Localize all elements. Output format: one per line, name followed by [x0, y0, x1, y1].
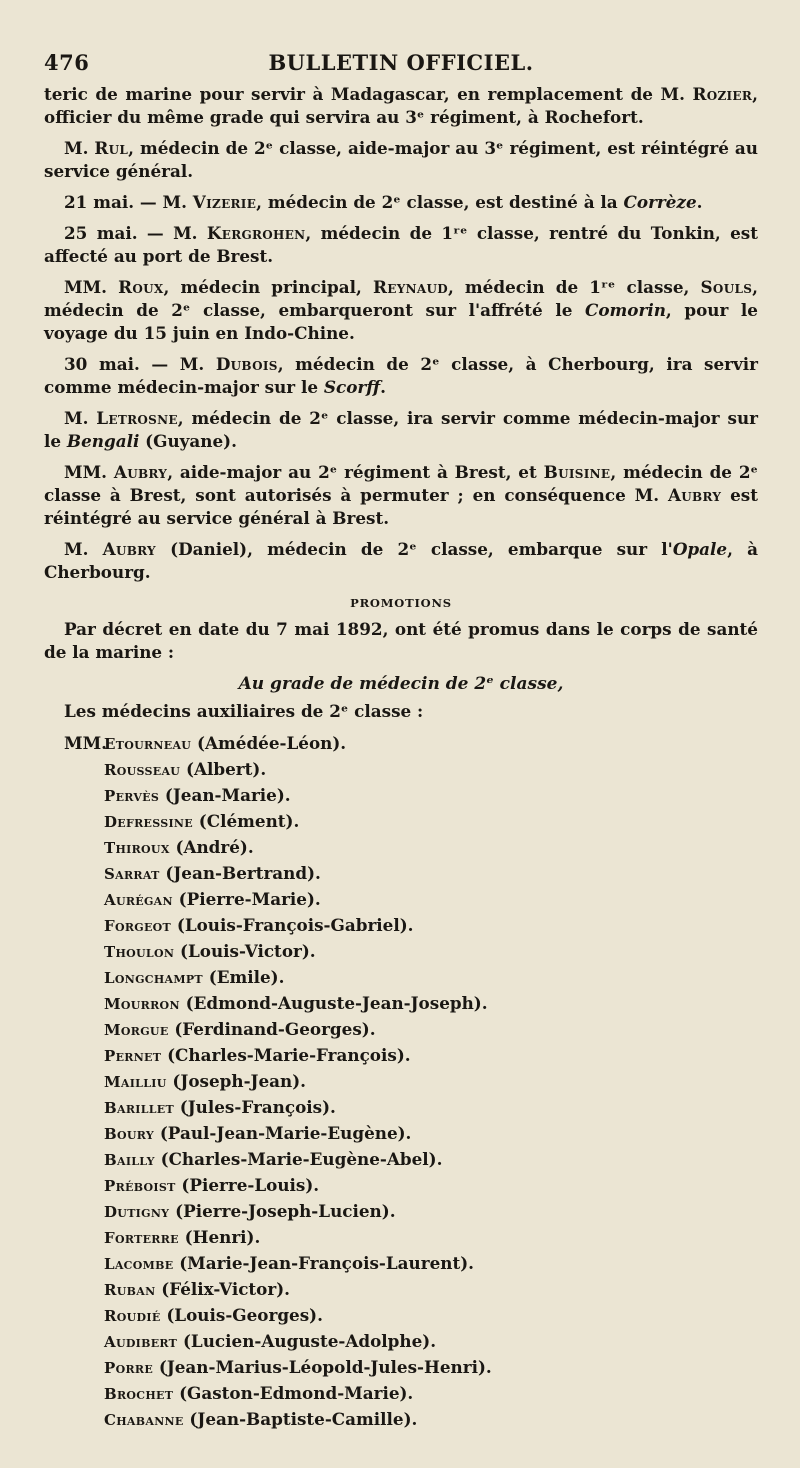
paragraph — [44, 461, 758, 530]
given-names: (Edmond-Auguste-Jean-Joseph). — [179, 993, 488, 1013]
text-run: . — [696, 192, 703, 212]
section-heading: PROMOTIONS — [350, 596, 452, 610]
list-item — [104, 1173, 758, 1199]
given-names: (Clément). — [192, 811, 300, 831]
surname: Defressine — [104, 813, 193, 831]
surname: Aubry — [113, 462, 168, 482]
ship-name: Bengali — [66, 431, 140, 451]
text-run: 21 mai. — M. — [64, 192, 193, 212]
ship-name: Corrèze — [623, 192, 697, 212]
body-text — [44, 83, 758, 584]
given-names: (Gaston-Edmond-Marie). — [173, 1383, 414, 1403]
surname: Forgeot — [104, 917, 172, 935]
list-item — [104, 913, 758, 939]
given-names: (Louis-Georges). — [160, 1305, 323, 1325]
surname: Aurégan — [104, 891, 173, 909]
list-item — [104, 1017, 758, 1043]
given-names: (Jean-Marius-Léopold-Jules-Henri). — [153, 1357, 492, 1377]
surname: Morgue — [104, 1021, 169, 1039]
list-item — [104, 1303, 758, 1329]
surname: Sarrat — [104, 865, 160, 883]
text-run: MM. — [64, 462, 114, 482]
list-item — [104, 991, 758, 1017]
list-item — [104, 1381, 758, 1407]
text-run: , médecin de 2ᵉ classe à Brest, sont autorisés à permuter ; en conséquence M. — [44, 462, 758, 505]
surname: Barillet — [104, 1099, 174, 1117]
given-names: (Albert). — [180, 759, 267, 779]
given-names: (Pierre-Marie). — [172, 889, 321, 909]
given-names: (Ferdinand-Georges). — [168, 1019, 376, 1039]
surname: Mourron — [104, 995, 180, 1013]
surname: Pervès — [104, 787, 160, 805]
surname: Boury — [104, 1125, 155, 1143]
text-run: M. — [64, 138, 95, 158]
list-item — [104, 1199, 758, 1225]
text-run: (Guyane). — [139, 431, 237, 451]
intro-line: Les médecins auxiliaires de 2ᵉ classe : — [64, 701, 424, 721]
text-run: 25 mai. — M. — [64, 223, 207, 243]
surname: Brochet — [104, 1385, 174, 1403]
given-names: (André). — [169, 837, 254, 857]
given-names: (Emile). — [202, 967, 285, 987]
given-names: (Paul-Jean-Marie-Eugène). — [154, 1123, 412, 1143]
list-item — [104, 965, 758, 991]
ship-name: Comorin — [585, 300, 666, 320]
text-run: MM. — [64, 277, 119, 297]
list-item — [104, 1121, 758, 1147]
list-item — [104, 809, 758, 835]
list-item — [104, 1407, 758, 1433]
surname: Roudié — [104, 1307, 161, 1325]
given-names: (Jean-Marie). — [159, 785, 291, 805]
surname: Vizerie — [192, 192, 257, 212]
text-run: , pour le voyage du 15 juin en Indo-Chine. — [44, 300, 758, 343]
text-run: , médecin de 2ᵉ classe, embarqueront sur l'affrété le — [44, 277, 758, 320]
list-item — [104, 1277, 758, 1303]
list-item — [104, 1225, 758, 1251]
surname: Etourneau — [104, 735, 192, 753]
surname: Aubry — [667, 485, 722, 505]
surname: Roux — [118, 277, 164, 297]
list-item — [104, 783, 758, 809]
list-item — [64, 731, 758, 757]
given-names: (Jules-François). — [173, 1097, 336, 1117]
paragraph — [44, 538, 758, 584]
text-run: . — [380, 377, 386, 397]
surname: Pernet — [104, 1047, 162, 1065]
text-run: , médecin de 1ʳᵉ classe, rentré du Tonkin, est affecté au port de Brest. — [44, 223, 758, 266]
list-item — [104, 835, 758, 861]
surname: Lacombe — [104, 1255, 174, 1273]
text-run: teric de marine pour servir à Madagascar, en remplacement de M. — [44, 84, 693, 104]
surname: Souls — [700, 277, 753, 297]
surname: Porre — [104, 1359, 154, 1377]
text-run: , médecin de 1ʳᵉ classe, — [447, 277, 701, 297]
ship-name: Scorff — [323, 377, 381, 397]
given-names: (Louis-François-Gabriel). — [171, 915, 414, 935]
surname: Dubois — [215, 354, 278, 374]
given-names: (Jean-Bertrand). — [159, 863, 321, 883]
list-item — [104, 887, 758, 913]
surname: Dutigny — [104, 1203, 170, 1221]
surname: Reynaud — [373, 277, 448, 297]
text-run: , médecin principal, — [163, 277, 374, 297]
paragraph — [44, 83, 758, 129]
text-run: , médecin de 2ᵉ classe, à Cherbourg, ira servir comme médecin-major sur le — [44, 354, 758, 397]
surname: Kergrohen — [206, 223, 306, 243]
surname: Letrosne — [96, 408, 178, 428]
given-names: (Charles-Marie-François). — [161, 1045, 411, 1065]
surname: Ruban — [104, 1281, 156, 1299]
list-item — [104, 1147, 758, 1173]
page-title: BULLETIN OFFICIEL. — [268, 50, 534, 75]
list-item — [104, 757, 758, 783]
given-names: (Amédée-Léon). — [191, 733, 347, 753]
given-names: (Pierre-Louis). — [175, 1175, 320, 1195]
list-item — [104, 1251, 758, 1277]
given-names: (Félix-Victor). — [155, 1279, 290, 1299]
given-names: (Lucien-Auguste-Adolphe). — [177, 1331, 437, 1351]
list-item — [104, 1329, 758, 1355]
list-item — [104, 1069, 758, 1095]
surname: Rul — [94, 138, 129, 158]
text-run: , médecin de 2ᵉ classe, est destiné à la — [256, 192, 624, 212]
given-names: (Pierre-Joseph-Lucien). — [169, 1201, 396, 1221]
text-run: , à Cherbourg. — [44, 539, 759, 582]
list-lead: MM. — [64, 733, 107, 753]
surname: Chabanne — [104, 1411, 184, 1429]
list-item — [104, 1355, 758, 1381]
grade-subheading: Au grade de médecin de 2ᵉ classe, — [238, 674, 564, 694]
surname: Audibert — [104, 1333, 178, 1351]
text-run: , aide-major au 2ᵉ régiment à Brest, et — [167, 462, 544, 482]
surname: Préboist — [104, 1177, 176, 1195]
given-names: (Jean-Baptiste-Camille). — [183, 1409, 418, 1429]
surname: Longchampt — [104, 969, 203, 987]
text-run: , médecin de 2ᵉ classe, ira servir comme médecin-major sur le — [44, 408, 758, 451]
text-run: 30 mai. — M. — [64, 354, 216, 374]
list-item — [104, 1043, 758, 1069]
given-names: (Joseph-Jean). — [166, 1071, 307, 1091]
surname: Bailly — [104, 1151, 155, 1169]
ship-name: Opale — [672, 539, 728, 559]
surname: Thiroux — [104, 839, 170, 857]
surname: Forterre — [104, 1229, 179, 1247]
promotion-list — [44, 731, 758, 1433]
paragraph — [44, 191, 758, 214]
decree-paragraph: Par décret en date du 7 mai 1892, ont été promus dans le corps de santé de la marine : — [44, 619, 758, 662]
text-run: M. — [64, 408, 97, 428]
paragraph — [44, 407, 758, 453]
paragraph — [44, 276, 758, 345]
page-number: 476 — [44, 50, 90, 75]
surname: Mailliu — [104, 1073, 167, 1091]
surname: Thoulon — [104, 943, 175, 961]
text-run: (Daniel), médecin de 2ᵉ classe, embarque sur l' — [155, 539, 673, 559]
paragraph — [44, 353, 758, 399]
given-names: (Marie-Jean-François-Laurent). — [173, 1253, 474, 1273]
given-names: (Louis-Victor). — [174, 941, 316, 961]
given-names: (Henri). — [178, 1227, 261, 1247]
list-item — [104, 1095, 758, 1121]
text-run: , officier du même grade qui servira au 3ᵉ régiment, à Rochefort. — [44, 84, 758, 127]
list-item — [104, 861, 758, 887]
surname: Aubry — [102, 539, 156, 559]
given-names: (Charles-Marie-Eugène-Abel). — [154, 1149, 443, 1169]
list-item — [104, 939, 758, 965]
surname: Buisine — [543, 462, 611, 482]
text-run: est réintégré au service général à Brest. — [44, 485, 758, 528]
paragraph — [44, 222, 758, 268]
surname: Rozier — [692, 84, 753, 104]
page-header — [44, 50, 758, 75]
text-run: M. — [64, 539, 103, 559]
paragraph — [44, 137, 758, 183]
text-run: , médecin de 2ᵉ classe, aide-major au 3ᵉ régiment, est réintégré au service général. — [44, 138, 758, 181]
surname: Rousseau — [104, 761, 181, 779]
